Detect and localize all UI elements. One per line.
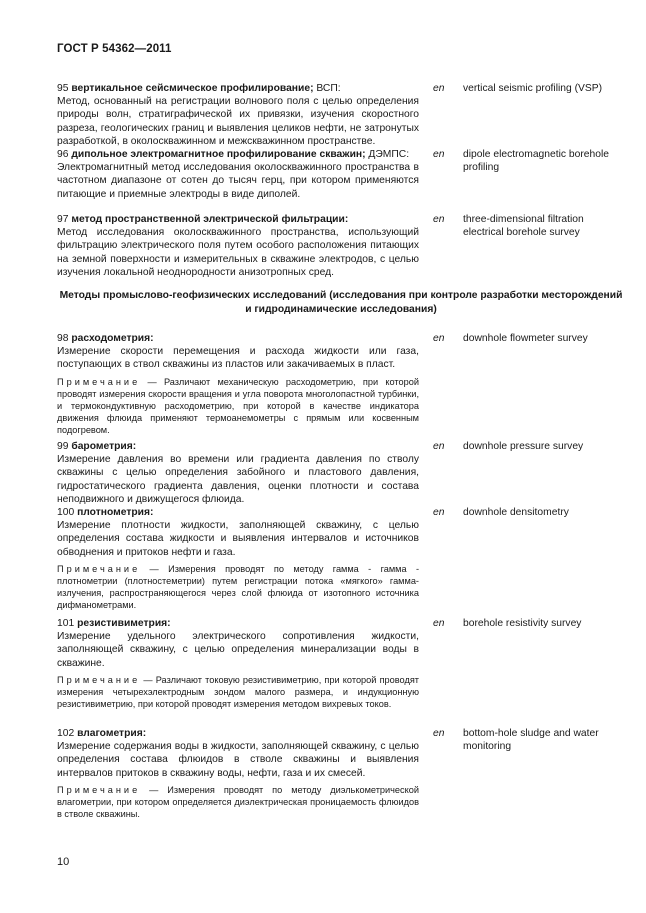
note-label: Примечание: [57, 674, 141, 685]
lang-code: en: [433, 441, 445, 452]
term-head: [57, 506, 419, 519]
term-name: дипольное электромагнитное профилирование скважин;: [71, 149, 366, 160]
en-equivalent: downhole flowmeter survey: [463, 333, 588, 344]
lang-code: en: [433, 83, 445, 94]
term-head: [57, 148, 419, 161]
en-equivalent: three-dimensional filtration electrical borehole survey: [463, 214, 584, 239]
term-number: 95: [57, 83, 69, 94]
ru-definition: [57, 727, 419, 820]
term-note: Примечание — Различают токовую резистивиметрию, при которой проводят измерения четырехэлектродным зондом малого размера, и индукционную резистивиметрию, при которой проводят измерения методом вихревых токов.: [57, 674, 420, 709]
document-header: ГОСТ Р 54362—2011: [57, 43, 172, 55]
term-head: [57, 82, 419, 95]
term-note: Примечание — Измерения проводят по методу гамма - гамма - плотнометрии (плотностеметрии) путем регистрации потока «мягкого» гамма-излучения, распространяющегося через слой флюида от изотопного источника дифманометрами.: [57, 563, 419, 610]
ru-definition: [57, 213, 419, 279]
term-note: Примечание — Различают механическую расходометрию, при которой проводят измерения скорости вращения и угла поворота многолопастной турбинки, и термокондуктивную расходометрию, при которой в качестве индикатора движения флюида применяют термоанемометры с прямым или косвенным подогревом.: [57, 376, 419, 435]
term-number: 96: [57, 149, 69, 160]
term-head: [57, 440, 419, 453]
lang-code: en: [433, 618, 445, 629]
lang-code: en: [433, 214, 445, 225]
note-label: Примечание: [57, 376, 141, 387]
term-head: [57, 727, 419, 740]
term-name: барометрия:: [71, 441, 137, 452]
term-number: 101: [57, 618, 75, 629]
term-definition: Метод, основанный на регистрации волнового поля с целью определения природы волн, стратиграфической их привязки, изучения скоростного разреза, геологических границ и выявления целиков нефти, не затронутых разработкой, в околоскважинном и межскважинном пространстве.: [57, 96, 419, 147]
term-number: 100: [57, 507, 75, 518]
lang-code: en: [433, 507, 445, 518]
en-equivalent: downhole densitometry: [463, 507, 569, 518]
term-head: [57, 332, 419, 345]
en-equivalent: borehole resistivity survey: [463, 618, 582, 629]
ru-definition: [57, 617, 419, 710]
term-name: расходометрия:: [71, 333, 154, 344]
term-definition: Измерение удельного электрического сопротивления жидкости, заполняющей скважину, с целью определения минерализации воды в скважине.: [57, 631, 419, 669]
ru-definition: [57, 82, 419, 148]
term-abbr: ДЭМПС:: [365, 149, 410, 160]
term-definition: Электромагнитный метод исследования околоскважинного пространства в частотном диапазоне от сотен до тысяч герц, при котором применяются питающие и приемные электроды в виде диполей.: [57, 162, 419, 200]
note-text: Различают токовую резистивиметрию, при которой проводят измерения четырехэлектродным зондом малого размера, и индукционную резистивиметрию, при которой проводят измерения методом вихревых токов.: [57, 674, 420, 709]
term-definition: Измерение скорости перемещения и расхода жидкости или газа, поступающих в ствол скважины из пластов или закачиваемых в пласт.: [57, 346, 419, 371]
term-head: [57, 213, 419, 226]
term-definition: Измерение давления во времени или градиента давления по стволу скважины с целью определения забойного и пластового давления, гидростатического градиента давления, оценки плотности и состава неподвижного и движущегося флюида.: [57, 454, 419, 505]
term-name: метод пространственной электрической фильтрации:: [71, 214, 349, 225]
term-name: плотнометрия:: [77, 507, 154, 518]
ru-definition: [57, 440, 419, 506]
term-note: Примечание — Измерения проводят по методу диэлькометрической влагометрии, при котором определяется диэлектрическая проницаемость флюидов в стволе скважины.: [57, 784, 420, 819]
ru-definition: [57, 506, 419, 611]
note-text: Различают механическую расходометрию, при которой проводят измерения скорости вращения и угла поворота многолопастной турбинки, и термокондуктивную расходометрию, при которой в качестве индикатора движения флюида применяют термоанемометры с прямым или косвенным подогревом.: [57, 376, 419, 435]
en-equivalent: downhole pressure survey: [463, 441, 584, 452]
ru-definition: [57, 148, 419, 201]
note-label: Примечание: [57, 784, 141, 795]
lang-code: en: [433, 149, 445, 160]
term-name: влагометрия:: [77, 728, 147, 739]
term-definition: Метод исследования околоскважинного пространства, использующий фильтрацию электрического поля путем особого расположения питающих на земной поверхности и измерительных в скважине электродов, с целью изучения локальной неоднородности анизотропных сред.: [57, 227, 419, 278]
en-equivalent: vertical seismic profiling (VSP): [463, 83, 603, 94]
term-name: вертикальное сейсмическое профилирование;: [71, 83, 314, 94]
term-definition: Измерение плотности жидкости, заполняющей скважину, с целью определения состава жидкости и выявления интервалов и источников обводнения и притоков нефти и газа.: [57, 520, 419, 558]
note-label: Примечание: [57, 563, 141, 574]
term-definition: Измерение содержания воды в жидкости, заполняющей скважину, с целью определения состава флюидов в стволе скважины и выявления интервалов притоков в скважину воды, нефти, газа и их смесей.: [57, 741, 419, 779]
lang-code: en: [433, 728, 445, 739]
term-name: резистивиметрия:: [77, 618, 171, 629]
section-title: Методы промыслово-геофизических исследований (исследования при контроле разработки месторождений и гидродинамические исследования): [59, 290, 623, 315]
term-number: 98: [57, 333, 69, 344]
page-number: 10: [57, 856, 70, 868]
en-equivalent: bottom-hole sludge and water monitoring: [463, 728, 599, 753]
lang-code: en: [433, 333, 445, 344]
ru-definition: [57, 332, 419, 436]
note-text: Измерения проводят по методу гамма - гамма - плотнометрии (плотностеметрии) путем регистрации потока «мягкого» гамма-излучения, распространяющегося через слой флюида от изотопного источника дифманометрами.: [57, 563, 419, 610]
term-number: 97: [57, 214, 69, 225]
term-abbr: ВСП:: [313, 83, 341, 94]
note-text: Измерения проводят по методу диэлькометрической влагометрии, при котором определяется диэлектрическая проницаемость флюидов в стволе скважины.: [57, 784, 420, 819]
term-head: [57, 617, 419, 630]
term-number: 99: [57, 441, 69, 452]
en-equivalent: dipole electromagnetic borehole profiling: [463, 149, 609, 174]
term-number: 102: [57, 728, 75, 739]
